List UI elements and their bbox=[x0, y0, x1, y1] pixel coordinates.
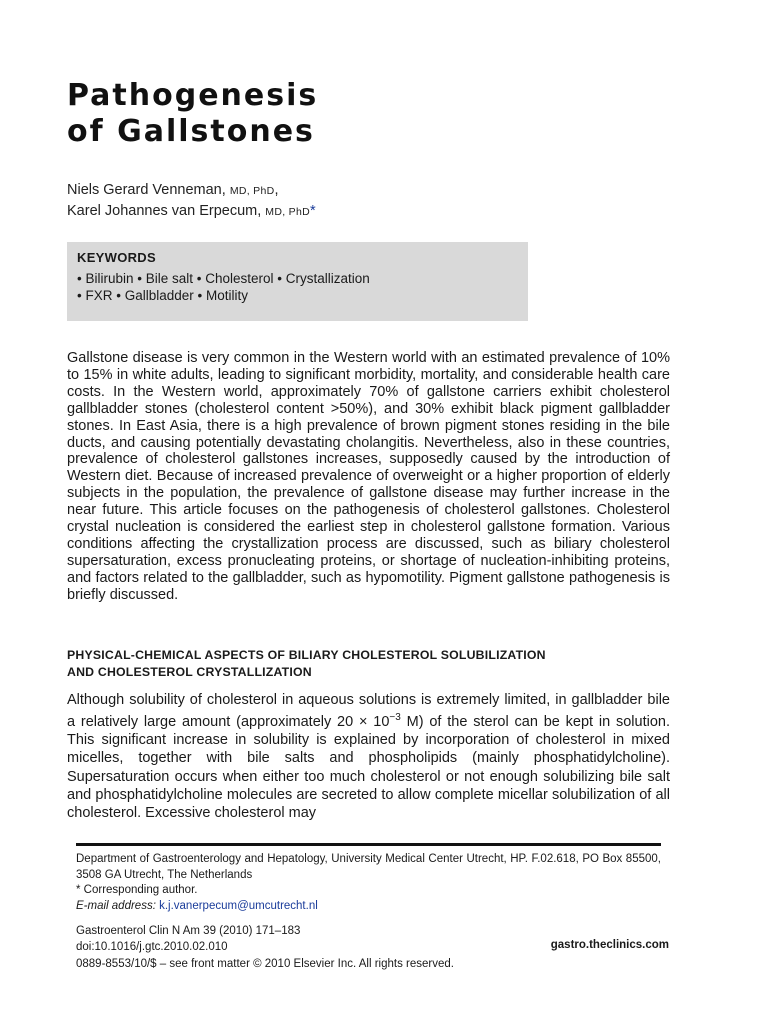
author-2-name: Karel Johannes van Erpecum, bbox=[67, 203, 262, 219]
footer-notes bbox=[76, 852, 661, 914]
author-1 bbox=[67, 180, 316, 201]
title-line-1: Pathogenesis bbox=[67, 78, 319, 113]
body-paragraph-exponent: −3 bbox=[389, 712, 401, 724]
email-link[interactable]: k.j.vanerpecum@umcutrecht.nl bbox=[159, 899, 318, 912]
article-title bbox=[67, 78, 318, 150]
author-2-degree: MD, PhD bbox=[265, 206, 310, 218]
section-heading bbox=[67, 647, 670, 681]
author-1-degree: MD, PhD bbox=[229, 185, 275, 197]
abstract-text: Gallstone disease is very common in the Western world with an estimated prevalence of 10% to 15% in white adults, leading to significant morbidity, mortality, and considerable health care costs. In the Western world, approximately 70% of gallstone carriers exhibit cholesterol gallbladder stones (cholesterol content >50%), and 30% exhibit black pigment gallbladder stones. In East Asia, there is a high prevalence of brown pigment stones residing in the bile ducts, and causing potentially devastating cholangitis. Nevertheless, also in these countries, prevalence of cholesterol gallstones increases, supposedly caused by the introduction of Western diet. Because of increased prevalence of overweight or a higher proportion of elderly subjects in the population, the prevalence of gallstone disease may further increase in the near future. This article focuses on the pathogenesis of cholesterol gallstones. Cholesterol crystal nucleation is considered the earliest step in cholesterol gallstone formation. Various conditions affecting the crystallization process are discussed, such as biliary cholesterol supersaturation, excess pronucleating proteins, or shortage of nucleation-inhibiting proteins, and factors related to the gallbladder, such as hypomotility. Pigment gallstone pathogenesis is briefly discussed. bbox=[67, 350, 670, 603]
citation-block bbox=[76, 923, 454, 972]
body-paragraph-part-1: Although solubility of cholesterol in aqueous solutions is extremely limited, in gallbladder bile a relatively large amount (approximately 20 × 10 bbox=[67, 692, 670, 731]
author-2 bbox=[67, 201, 316, 222]
author-1-trail: , bbox=[274, 182, 279, 198]
doi-line[interactable]: doi:10.1016/j.gtc.2010.02.010 bbox=[76, 941, 228, 954]
author-1-name: Niels Gerard Venneman, bbox=[67, 182, 226, 198]
keywords-line-1: • Bilirubin • Bile salt • Cholesterol • Crystallization bbox=[77, 271, 370, 286]
email-note bbox=[76, 899, 661, 915]
body-paragraph bbox=[67, 691, 670, 822]
keywords-heading: KEYWORDS bbox=[77, 250, 156, 265]
affiliation-note: Department of Gastroenterology and Hepatology, University Medical Center Utrecht, HP. F.02.618, PO Box 85500, 3508 GA Utrecht, The Netherlands bbox=[76, 853, 661, 881]
copyright-line: 0889-8553/10/$ – see front matter © 2010 Elsevier Inc. All rights reserved. bbox=[76, 957, 454, 970]
journal-site-link[interactable]: gastro.theclinics.com bbox=[550, 939, 669, 951]
title-line-2: of Gallstones bbox=[67, 114, 315, 149]
keywords-line-2: • FXR • Gallbladder • Motility bbox=[77, 288, 248, 303]
journal-citation: Gastroenterol Clin N Am 39 (2010) 171–183 bbox=[76, 925, 301, 937]
body-paragraph-part-2: M) of the sterol can be kept in solution. This significant increase in solubility is explained by incorporation of cholesterol in mixed micelles, together with bile salts and phospholipids (mainly phosphatidylcholine). Supersaturation occurs when either too much cholesterol or not enough solubilizing bile salt and phosphatidylcholine molecules are secreted to allow complete micellar solubilization of all cholesterol. Excessive cholesterol may bbox=[67, 714, 670, 822]
corresponding-author-mark[interactable]: * bbox=[309, 203, 316, 219]
author-list bbox=[67, 180, 316, 222]
footer-divider bbox=[76, 843, 661, 846]
keywords-box bbox=[67, 242, 528, 321]
section-heading-line-2: AND CHOLESTEROL CRYSTALLIZATION bbox=[67, 665, 312, 679]
email-label: E-mail address: bbox=[76, 899, 156, 912]
corresponding-note: * Corresponding author. bbox=[76, 884, 198, 896]
section-heading-line-1: PHYSICAL-CHEMICAL ASPECTS OF BILIARY CHOLESTEROL SOLUBILIZATION bbox=[67, 648, 546, 662]
